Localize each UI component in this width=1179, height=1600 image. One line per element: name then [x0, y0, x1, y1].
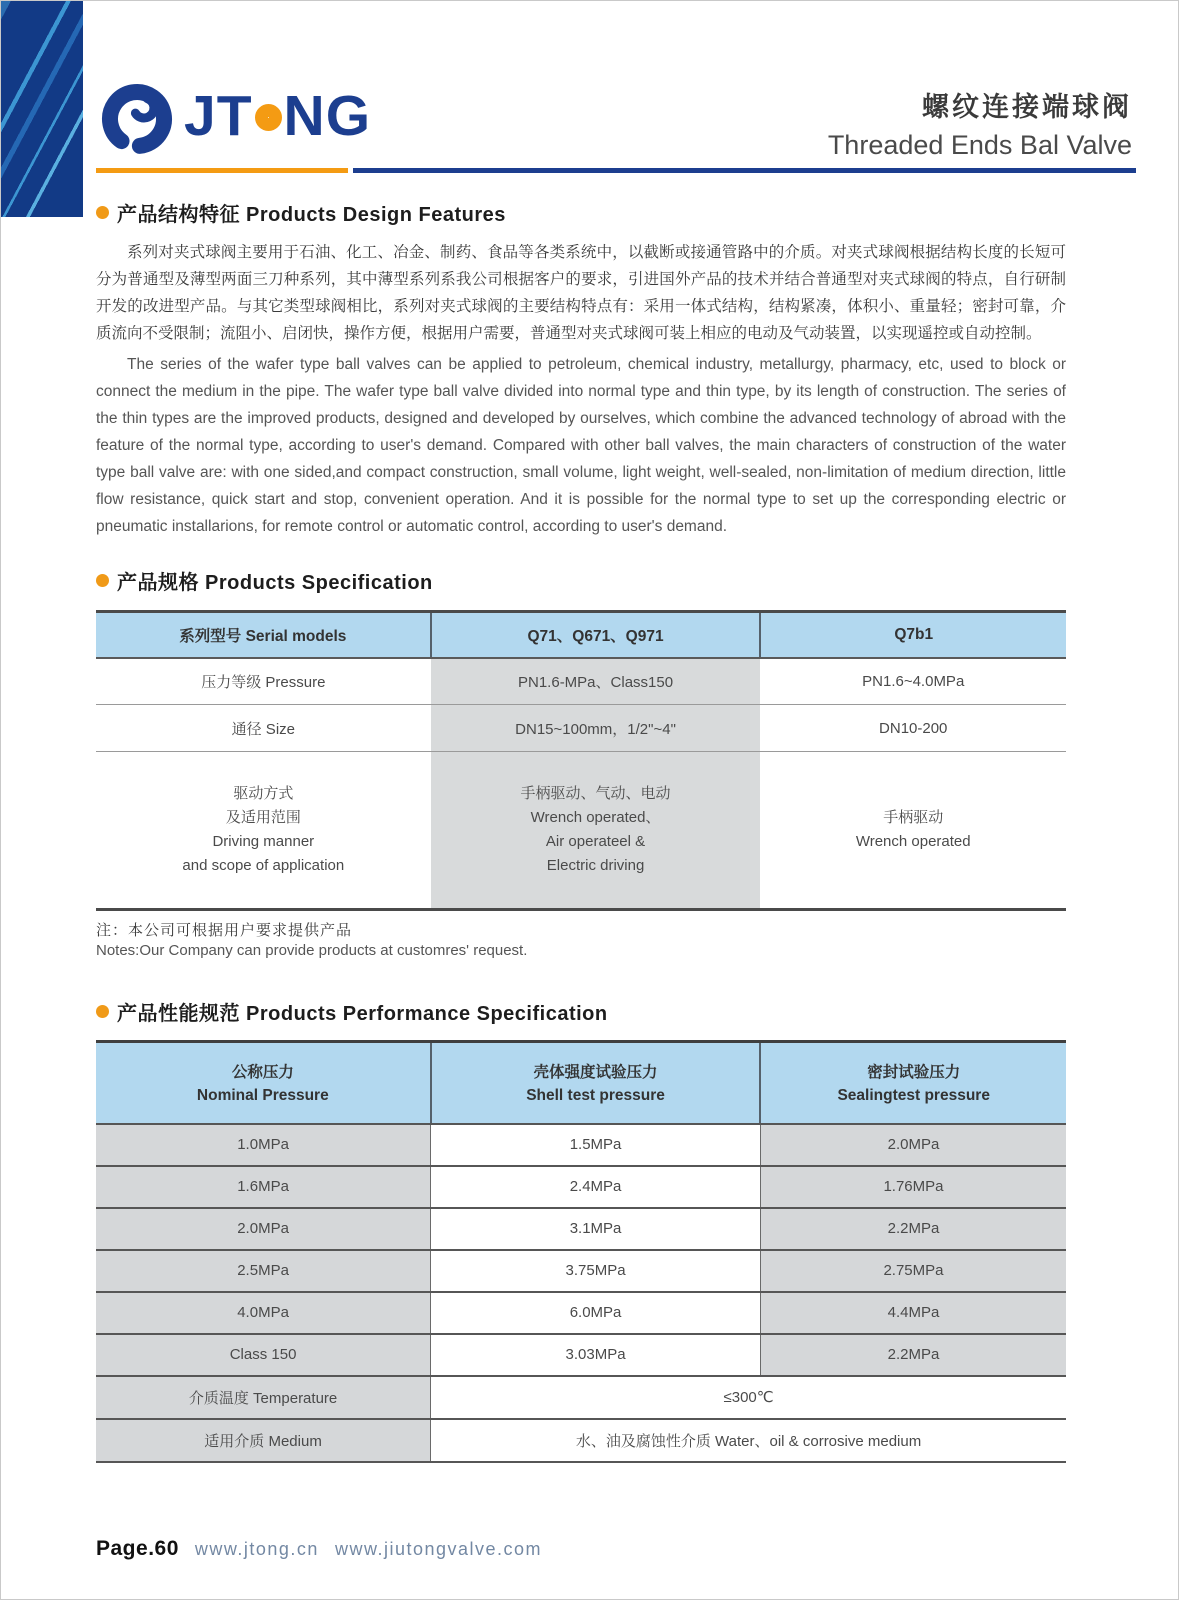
- header-line-en: Nominal Pressure: [196, 1087, 329, 1105]
- sealing-test-value: 4.4MPa: [760, 1292, 1066, 1334]
- table-header-row: [96, 612, 1066, 658]
- medium-label: 适用介质 Medium: [96, 1419, 431, 1462]
- bullet-dot-icon: [96, 574, 109, 587]
- table-row-temperature: [96, 1376, 1066, 1419]
- website-link-jiutongvalve[interactable]: www.jiutongvalve.com: [334, 1539, 543, 1559]
- size-value-q71: DN15~100mm，1/2"~4": [431, 705, 761, 752]
- label-line: Driving manner: [212, 833, 315, 850]
- shell-test-value: 6.0MPa: [431, 1292, 761, 1334]
- note-english: Notes:Our Company can provide products at customres' request.: [96, 942, 528, 959]
- label-line: and scope of application: [182, 857, 345, 874]
- label-line: 驱动方式: [233, 785, 294, 802]
- products-specification-table: [96, 610, 1066, 911]
- table-row-size: [96, 705, 1066, 752]
- value-line: Electric driving: [546, 857, 645, 874]
- size-label: 通径 Size: [96, 705, 431, 752]
- sealing-test-value: 2.75MPa: [760, 1250, 1066, 1292]
- header-rule-orange: [96, 168, 348, 173]
- section-heading: 产品规格 Products Specification: [117, 572, 433, 594]
- nominal-pressure-value: 2.0MPa: [96, 1208, 431, 1250]
- header-line-cn: 公称压力: [231, 1064, 294, 1082]
- value-line: Wrench operated: [855, 833, 971, 850]
- page-number: Page.60: [96, 1537, 179, 1560]
- section-heading: 产品结构特征 Products Design Features: [117, 204, 506, 226]
- section-products-specification: [96, 566, 1066, 595]
- pressure-label: 压力等级 Pressure: [96, 658, 431, 705]
- header-q7b1: Q7b1: [760, 612, 1066, 658]
- header-line-en: Shell test pressure: [526, 1087, 665, 1105]
- page-footer: [96, 1537, 542, 1561]
- header-q71-series: Q71、Q671、Q971: [431, 612, 761, 658]
- nominal-pressure-value: 1.6MPa: [96, 1166, 431, 1208]
- nominal-pressure-value: 4.0MPa: [96, 1292, 431, 1334]
- pressure-value-q71: PN1.6-MPa、Class150: [431, 658, 761, 705]
- table-row: [96, 1250, 1066, 1292]
- medium-value: 水、油及腐蚀性介质 Water、oil & corrosive medium: [431, 1419, 1066, 1462]
- logo-ng: NG: [283, 83, 372, 148]
- specification-notes: [96, 919, 1066, 959]
- header-line-cn: 壳体强度试验压力: [533, 1064, 658, 1082]
- table-row: [96, 1292, 1066, 1334]
- driving-manner-q71: [431, 752, 761, 910]
- nominal-pressure-value: Class 150: [96, 1334, 431, 1376]
- header-line-en: Sealingtest pressure: [837, 1087, 990, 1105]
- logo-swirl-icon: [96, 73, 178, 159]
- value-line: Wrench operated、: [530, 809, 661, 826]
- sealing-test-value: 1.76MPa: [760, 1166, 1066, 1208]
- header-serial-models: 系列型号 Serial models: [96, 612, 431, 658]
- page-title: [828, 85, 1132, 161]
- nominal-pressure-value: 1.0MPa: [96, 1124, 431, 1166]
- shell-test-value: 3.1MPa: [431, 1208, 761, 1250]
- value-line: Air operateel &: [545, 833, 646, 850]
- size-value-q7b1: DN10-200: [760, 705, 1066, 752]
- label-line: 及适用范围: [225, 809, 301, 826]
- table-row-medium: [96, 1419, 1066, 1462]
- sealing-test-value: 2.2MPa: [760, 1334, 1066, 1376]
- logo-jt: JT: [184, 83, 253, 148]
- table-row-driving-manner: [96, 752, 1066, 910]
- table-row: [96, 1208, 1066, 1250]
- temperature-label: 介质温度 Temperature: [96, 1376, 431, 1419]
- design-paragraph-chinese: 系列对夹式球阀主要用于石油、化工、冶金、制药、食品等各类系统中，以截断或接通管路中的介质。对夹式球阀根据结构长度的长短可分为普通型及薄型两面三刀种系列，其中薄型系列系我公司根据客户的要求，引进国外产品的技术并结合普通型对夹式球阀的特点，自行研制开发的改进型产品。与其它类型球阀相比，系列对夹式球阀的主要结构特点有：采用一体式结构，结构紧凑，体积小、重量轻；密封可靠，介质流向不受限制；流阻小、启闭快，操作方便，根据用户需要，普通型对夹式球阀可装上相应的电动及气动装置，以实现遥控或自动控制。: [96, 244, 1066, 342]
- driving-manner-label: [96, 752, 431, 910]
- bullet-dot-icon: [96, 206, 109, 219]
- page-title-chinese: 螺纹连接端球阀: [922, 92, 1132, 122]
- shell-test-value: 1.5MPa: [431, 1124, 761, 1166]
- table-row: [96, 1124, 1066, 1166]
- logo-wordmark: [184, 83, 372, 148]
- section-heading: 产品性能规范 Products Performance Specification: [117, 1003, 608, 1025]
- sealing-test-value: 2.0MPa: [760, 1124, 1066, 1166]
- value-line: 手柄驱动、气动、电动: [520, 785, 671, 802]
- table-row: [96, 1334, 1066, 1376]
- page-content: [96, 198, 1066, 1463]
- header-sealing-test-pressure: [760, 1042, 1066, 1124]
- shell-test-value: 3.03MPa: [431, 1334, 761, 1376]
- design-paragraph-english: The series of the wafer type ball valves can be applied to petroleum, chemical industry, metallurgy, pharmacy, etc, used to block or connect the medium in the pipe. The wafer type ball valve divided into normal type and thin type, by its length of construction. The series of the thin types are the improved products, designed and developed by ourselves, which combine the advanced technology of abroad with the feature of the normal type, according to user's demand. Compared with other ball valves, the main characters of construction of the water type ball valve are: with one sided,and compact construction, small volume, light weight, well-sealed, non-limitation of medium direction, little flow resistance, quick start and stop, convenient operation. And it is possible for the normal type to set up the corresponding electric or pneumatic installarions, for remote control or automatic control, according to user's demand.: [96, 356, 1066, 535]
- table-header-row: [96, 1042, 1066, 1124]
- header-shell-test-pressure: [431, 1042, 761, 1124]
- header-line-cn: 密封试验压力: [867, 1064, 961, 1082]
- nominal-pressure-value: 2.5MPa: [96, 1250, 431, 1292]
- note-chinese: 注：本公司可根据用户要求提供产品: [96, 922, 353, 939]
- sealing-test-value: 2.2MPa: [760, 1208, 1066, 1250]
- driving-manner-q7b1: [760, 752, 1066, 910]
- section-performance-specification: [96, 997, 1066, 1026]
- performance-specification-table: [96, 1040, 1066, 1463]
- header-nominal-pressure: [96, 1042, 431, 1124]
- website-link-jtong[interactable]: www.jtong.cn: [194, 1539, 319, 1559]
- section-design-features: [96, 198, 1066, 227]
- temperature-value: ≤300℃: [431, 1376, 1066, 1419]
- shell-test-value: 3.75MPa: [431, 1250, 761, 1292]
- shell-test-value: 2.4MPa: [431, 1166, 761, 1208]
- bullet-dot-icon: [96, 1005, 109, 1018]
- page-title-english: Threaded Ends Bal Valve: [827, 130, 1132, 160]
- header-rule-blue: [353, 168, 1136, 173]
- jtong-logo: [96, 73, 371, 159]
- table-row: [96, 1166, 1066, 1208]
- logo-orange-o-icon: [255, 104, 282, 131]
- pressure-value-q7b1: PN1.6~4.0MPa: [760, 658, 1066, 705]
- corner-stripes-decoration: [1, 1, 83, 217]
- table-row-pressure: [96, 658, 1066, 705]
- value-line: 手柄驱动: [883, 809, 944, 826]
